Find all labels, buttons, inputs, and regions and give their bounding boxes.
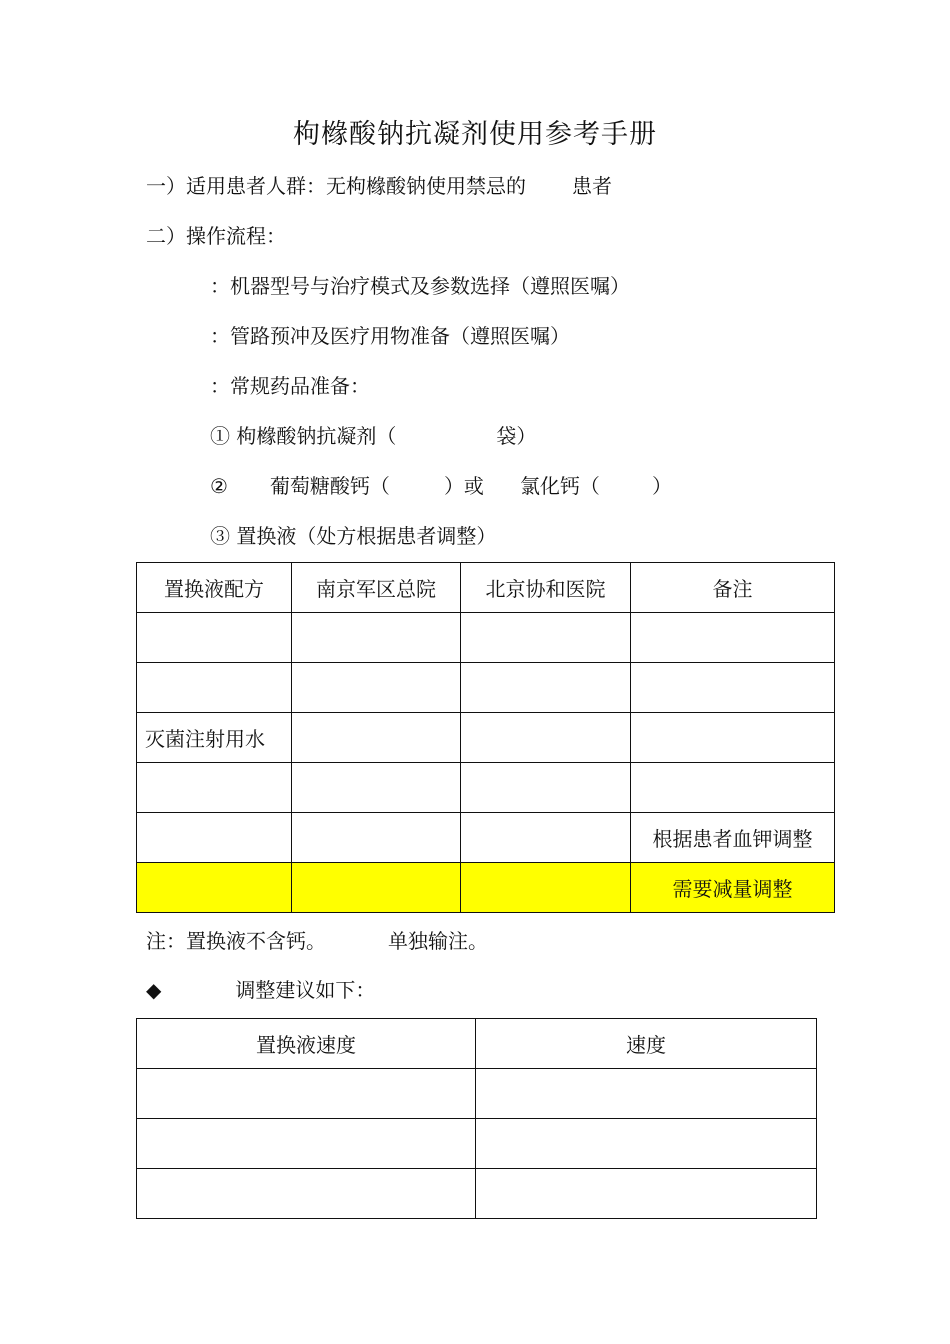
table-cell [461, 663, 631, 713]
step-1: ：机器型号与治疗模式及参数选择（遵照医嘱） [210, 274, 630, 298]
table-cell [292, 813, 461, 863]
table-row [137, 613, 835, 663]
table-header-row [137, 563, 835, 613]
table-row [137, 713, 835, 763]
step-2: ：管路预冲及医疗用物准备（遵照医嘱） [210, 324, 570, 348]
table-row [137, 763, 835, 813]
table-header-row [137, 1019, 817, 1069]
page-title: 枸橼酸钠抗凝剂使用参考手册 [293, 119, 657, 150]
table-cell: 需要减量调整 [631, 863, 835, 913]
table-cell [292, 713, 461, 763]
med-item-2-or: ）或 [443, 474, 484, 498]
med-item-2-calcium-chloride: 氯化钙（ [519, 474, 600, 498]
table-cell [461, 863, 631, 913]
table-cell [476, 1069, 817, 1119]
header-speed: 速度 [476, 1019, 817, 1069]
med-item-2-calcium-gluconate: 葡萄糖酸钙（ [269, 474, 390, 498]
table-cell [461, 613, 631, 663]
section-2-heading: 二）操作流程： [146, 224, 286, 248]
table-cell [631, 713, 835, 763]
table-cell [631, 613, 835, 663]
table-row [137, 1069, 817, 1119]
table-cell [292, 613, 461, 663]
table-row [137, 813, 835, 863]
table-cell [292, 663, 461, 713]
table-cell [631, 663, 835, 713]
header-beijing: 北京协和医院 [461, 563, 631, 613]
med-item-2-number: ② [210, 474, 228, 498]
table-note [146, 928, 488, 954]
table-cell [292, 763, 461, 813]
med-item-1 [210, 423, 536, 449]
table-row [137, 1119, 817, 1169]
table-cell [461, 713, 631, 763]
table-cell: 根据患者血钾调整 [631, 813, 835, 863]
table-row [137, 663, 835, 713]
speed-table [136, 1018, 817, 1219]
table-cell [137, 863, 292, 913]
header-replacement-speed: 置换液速度 [137, 1019, 476, 1069]
table-cell [461, 813, 631, 863]
section-1-prefix: 一）适用患者人群：无枸橼酸钠使用禁忌的 [146, 174, 526, 198]
med-item-3: ③ 置换液（处方根据患者调整） [210, 524, 497, 548]
adjust-line [146, 977, 375, 1003]
adjust-text: 调整建议如下： [235, 978, 376, 1002]
table-cell [476, 1169, 817, 1219]
note-part-a: 注：置换液不含钙。 [146, 929, 326, 953]
table-cell [461, 763, 631, 813]
table-cell [137, 763, 292, 813]
med-item-2-close: ） [651, 474, 672, 498]
med-item-1-name: ① 枸橼酸钠抗凝剂（ [210, 424, 397, 448]
table-cell [292, 863, 461, 913]
note-part-b: 单独输注。 [388, 929, 488, 953]
section-1-line [146, 173, 612, 199]
table-row-highlighted [137, 863, 835, 913]
header-formula: 置换液配方 [137, 563, 292, 613]
table-cell [137, 813, 292, 863]
table-cell: 灭菌注射用水 [137, 713, 292, 763]
table-cell [137, 663, 292, 713]
table-cell [631, 763, 835, 813]
table-cell [137, 1169, 476, 1219]
step-3: ：常规药品准备： [210, 374, 370, 398]
table-cell [137, 1119, 476, 1169]
diamond-bullet-icon: ◆ [146, 978, 162, 1002]
table-cell [137, 1069, 476, 1119]
med-item-1-unit: 袋） [496, 424, 537, 448]
section-1-suffix: 患者 [572, 174, 612, 198]
med-item-2 [210, 473, 672, 499]
header-nanjing: 南京军区总院 [292, 563, 461, 613]
table-row [137, 1169, 817, 1219]
table-cell [137, 613, 292, 663]
table-cell [476, 1119, 817, 1169]
header-remarks: 备注 [631, 563, 835, 613]
replacement-fluid-table [136, 562, 835, 913]
